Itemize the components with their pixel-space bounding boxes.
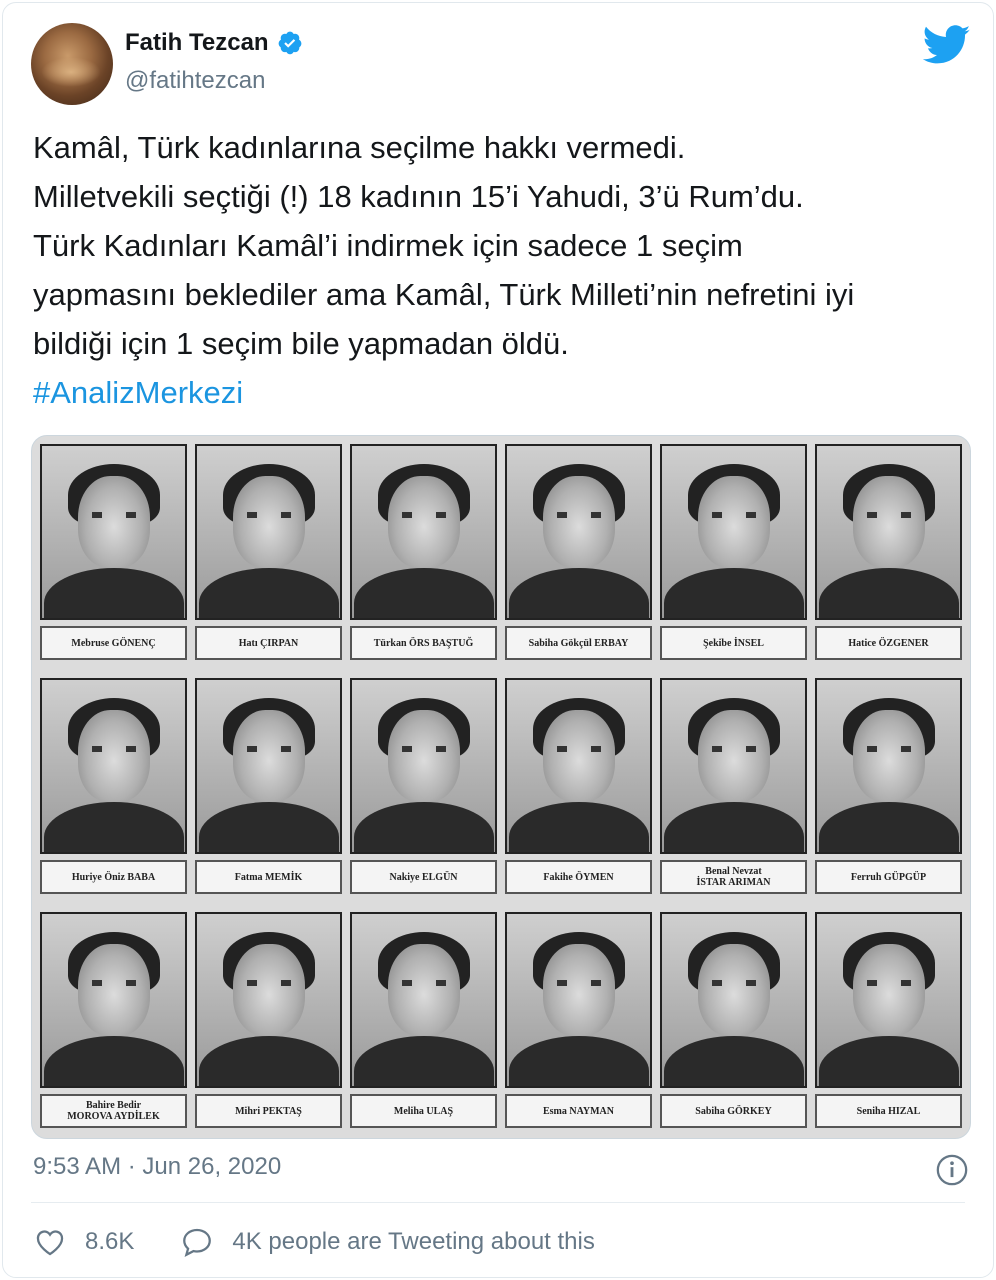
divider	[31, 1202, 965, 1203]
portrait-cell	[815, 678, 962, 904]
portrait-caption	[660, 626, 807, 660]
conversation-button[interactable]	[180, 1225, 594, 1259]
caption-line: Mebruse GÖNENÇ	[71, 637, 156, 649]
tweeting-about-text: 4K people are Tweeting about this	[232, 1228, 595, 1255]
caption-line: Sabiha GÖRKEY	[695, 1105, 772, 1117]
caption-line: Nakiye ELGÜN	[389, 871, 458, 883]
portrait-caption	[195, 860, 342, 894]
portrait-cell	[505, 912, 652, 1138]
portrait-cell	[505, 444, 652, 670]
portrait-cell	[660, 678, 807, 904]
portrait-cell	[195, 912, 342, 1138]
verified-badge-icon	[277, 30, 303, 56]
portrait-cell	[195, 444, 342, 670]
portrait-caption	[505, 860, 652, 894]
portrait-photo	[40, 678, 187, 854]
portrait-cell	[350, 912, 497, 1138]
caption-line: Esma NAYMAN	[542, 1105, 615, 1117]
portrait-photo	[815, 444, 962, 620]
portrait-grid	[40, 444, 962, 1138]
portrait-caption	[350, 860, 497, 894]
portrait-caption	[195, 626, 342, 660]
portrait-cell	[660, 912, 807, 1138]
portrait-caption	[505, 626, 652, 660]
caption-line: Bahire Bedir	[85, 1100, 142, 1111]
portrait-caption	[40, 1094, 187, 1128]
portrait-caption	[350, 1094, 497, 1128]
twitter-bird-icon[interactable]	[923, 25, 971, 65]
tweet-text	[33, 123, 973, 417]
portrait-caption	[40, 860, 187, 894]
portrait-caption	[40, 626, 187, 660]
tweet-text-line: Kamâl, Türk kadınlarına seçilme hakkı vermedi.	[33, 130, 686, 165]
tweet-actions	[33, 1225, 595, 1259]
portrait-photo	[350, 444, 497, 620]
portrait-cell	[40, 678, 187, 904]
portrait-photo	[195, 912, 342, 1088]
tweet-text-line: Türk Kadınları Kamâl’i indirmek için sadece 1 seçim	[33, 228, 743, 263]
portrait-photo	[195, 678, 342, 854]
portrait-photo	[505, 678, 652, 854]
caption-line: Hatice ÖZGENER	[848, 637, 929, 649]
portrait-cell	[350, 678, 497, 904]
portrait-caption	[815, 860, 962, 894]
portrait-caption	[350, 626, 497, 660]
portrait-photo	[195, 444, 342, 620]
caption-line: Ferruh GÜPGÜP	[850, 871, 927, 883]
caption-line: Fatma MEMİK	[234, 871, 303, 883]
portrait-caption	[660, 1094, 807, 1128]
portrait-caption	[815, 626, 962, 660]
portrait-photo	[505, 912, 652, 1088]
author-display-name[interactable]: Fatih Tezcan	[125, 29, 269, 56]
portrait-photo	[40, 912, 187, 1088]
tweet-text-line: yapmasını beklediler ama Kamâl, Türk Milleti’nin nefretini iyi	[33, 277, 855, 312]
portrait-cell	[815, 444, 962, 670]
portrait-photo	[660, 912, 807, 1088]
portrait-caption	[505, 1094, 652, 1128]
portrait-cell	[505, 678, 652, 904]
portrait-caption	[660, 860, 807, 894]
portrait-photo	[505, 444, 652, 620]
caption-line: Benal Nevzat	[705, 866, 762, 877]
author-name-row[interactable]	[125, 29, 303, 57]
portrait-photo	[815, 912, 962, 1088]
info-icon[interactable]	[935, 1153, 969, 1187]
caption-line: Türkan ÖRS BAŞTUĞ	[373, 637, 474, 649]
portrait-cell	[350, 444, 497, 670]
tweet-text-line: Milletvekili seçtiği (!) 18 kadının 15’i Yahudi, 3’ü Rum’du.	[33, 179, 804, 214]
caption-line: Şekibe İNSEL	[703, 637, 764, 649]
portrait-photo	[815, 678, 962, 854]
portrait-cell	[660, 444, 807, 670]
caption-line: Meliha ULAŞ	[393, 1105, 454, 1117]
portrait-photo	[40, 444, 187, 620]
portrait-photo	[660, 444, 807, 620]
hashtag-link[interactable]: #AnalizMerkezi	[33, 375, 244, 410]
tweet-card	[2, 2, 994, 1278]
caption-line: İSTAR ARIMAN	[696, 877, 771, 888]
speech-bubble-icon	[180, 1225, 214, 1259]
caption-line: Hatı ÇIRPAN	[238, 637, 299, 649]
portrait-caption	[815, 1094, 962, 1128]
author-handle[interactable]: @fatihtezcan	[125, 67, 266, 94]
caption-line: Seniha HIZAL	[856, 1105, 921, 1117]
portrait-photo	[350, 912, 497, 1088]
avatar[interactable]	[31, 23, 113, 105]
portrait-photo	[660, 678, 807, 854]
caption-line: MOROVA AYDİLEK	[67, 1111, 160, 1122]
portrait-cell	[195, 678, 342, 904]
tweet-text-line: bildiği için 1 seçim bile yapmadan öldü.	[33, 326, 569, 361]
heart-icon	[33, 1225, 67, 1259]
like-count: 8.6K	[85, 1228, 135, 1255]
caption-line: Sabiha Gökçül ERBAY	[528, 637, 629, 649]
caption-line: Fakihe ÖYMEN	[543, 871, 614, 883]
caption-line: Mihri PEKTAŞ	[235, 1105, 302, 1117]
tweet-photo[interactable]	[31, 435, 971, 1139]
like-button[interactable]	[33, 1225, 134, 1259]
portrait-cell	[815, 912, 962, 1138]
portrait-cell	[40, 912, 187, 1138]
portrait-caption	[195, 1094, 342, 1128]
tweet-timestamp[interactable]: 9:53 AM · Jun 26, 2020	[33, 1153, 282, 1180]
portrait-photo	[350, 678, 497, 854]
caption-line: Huriye Öniz BABA	[71, 871, 156, 883]
portrait-cell	[40, 444, 187, 670]
